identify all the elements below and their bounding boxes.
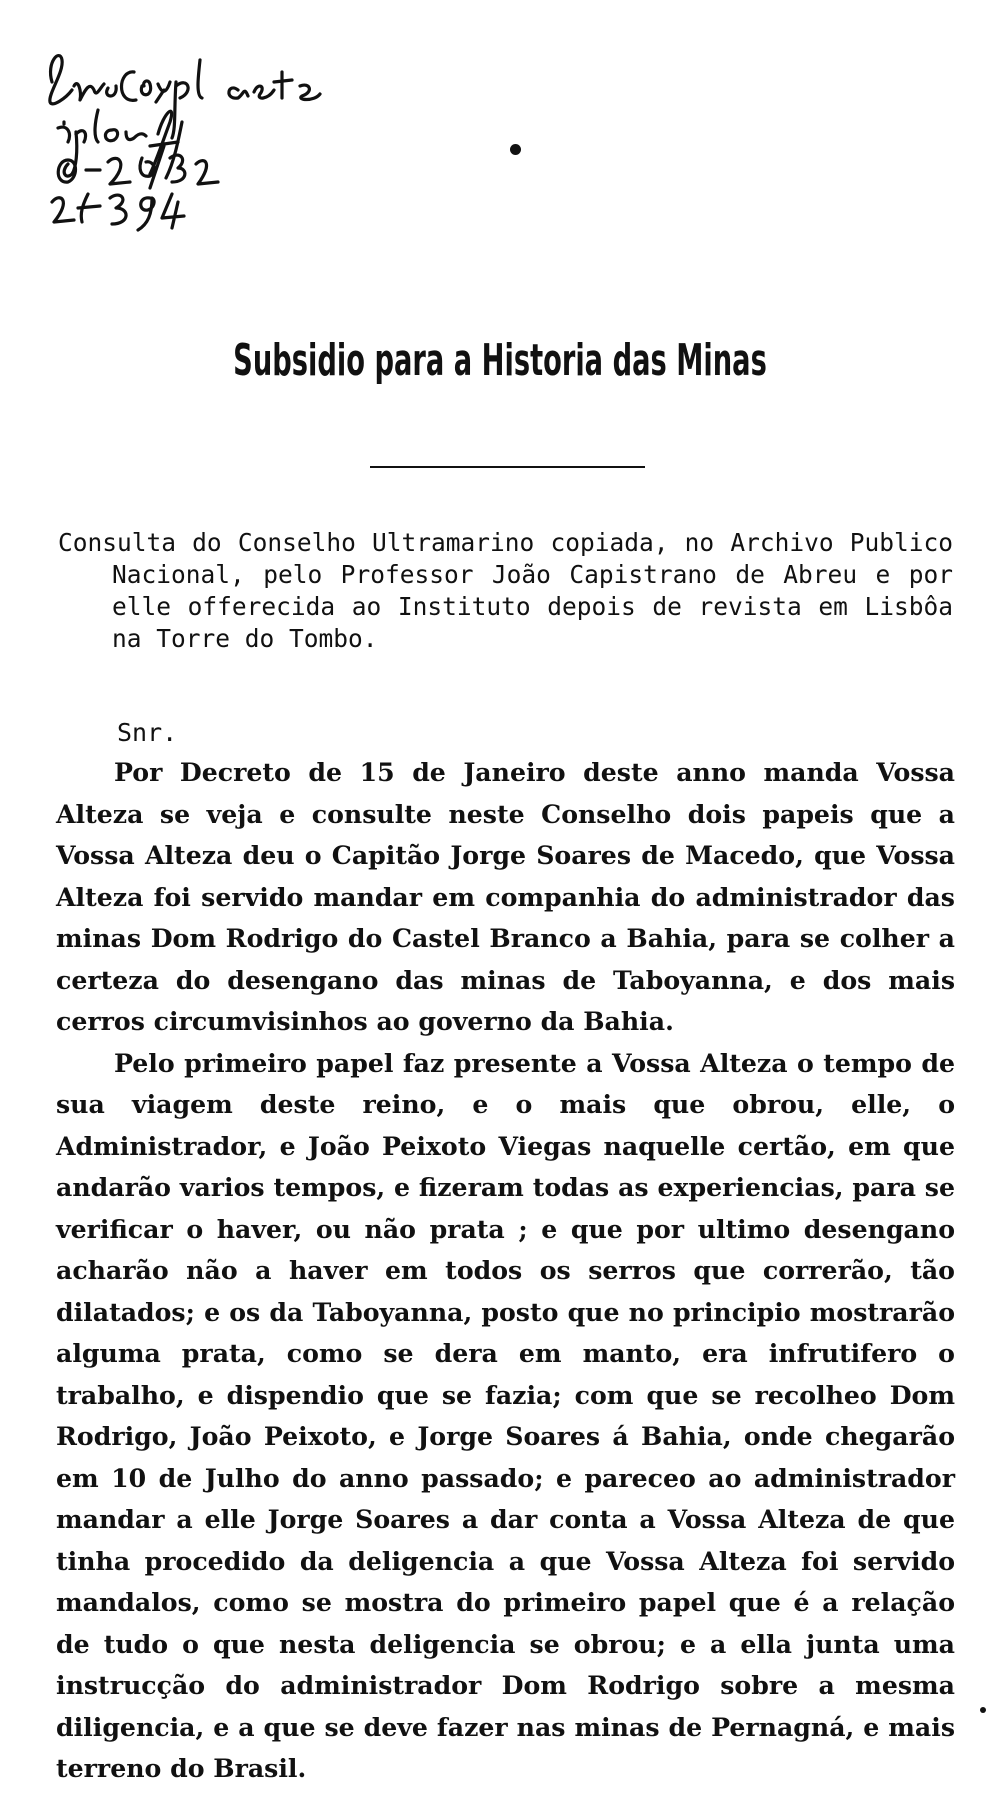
body-paragraph-1: Por Decreto de 15 de Janeiro deste anno manda Vossa Alteza se veja e consulte neste Conselho dois papeis que a Vossa Alteza deu o Capitão Jorge Soares de Macedo, que Vossa Alteza foi servido mandar em companhia do administrador das minas Dom Rodrigo do Castel Branco a Bahia, para se colher a certeza do desengano das minas de Taboyanna, e dos mais cerros circumvisinhos ao governo da Bahia. bbox=[56, 757, 955, 1036]
intro-note bbox=[58, 527, 953, 655]
ink-dot-margin bbox=[980, 1707, 986, 1713]
handwritten-annotation bbox=[38, 42, 378, 232]
title-rule-divider bbox=[370, 466, 645, 468]
page-title: Subsidio para a Historia das Minas bbox=[233, 335, 767, 386]
handwriting-drawing bbox=[38, 42, 378, 232]
document-body bbox=[56, 752, 955, 1790]
intro-paragraph: Consulta do Conselho Ultramarino copiada, no Archivo Publico Nacional, pelo Professor João Capistrano de Abreu e por elle offerecida ao Instituto depois de revista em Lisbôa na Torre do Tombo. bbox=[58, 528, 953, 653]
body-paragraph-2: Pelo primeiro papel faz presente a Vossa Alteza o tempo de sua viagem deste reino, e o mais que obrou, elle, o Administrador, e João Peixoto Viegas naquelle certão, em que andarão varios tempos, e fizeram todas as experiencias, para se verificar o haver, ou não prata ; e que por ultimo desengano acharão não a haver em todos os serros que correrão, tão dilatados; e os da Taboyanna, posto que no principio mostrarão alguma prata, como se dera em manto, era infrutifero o trabalho, e dispendio que se fazia; com que se recolheo Dom Rodrigo, João Peixoto, e Jorge Soares á Bahia, onde chegarão em 10 de Julho do anno passado; e pareceo ao administrador mandar a elle Jorge Soares a dar conta a Vossa Alteza de que tinha procedido da deligencia a que Vossa Alteza foi servido mandalos, como se mostra do primeiro papel que é a relação de tudo o que nesta deligencia se obrou; e a ella junta uma instrucção do administrador Dom Rodrigo sobre a mesma diligencia, e a que se deve fazer nas minas de Pernagná, e mais terreno do Brasil. bbox=[56, 1047, 955, 1783]
salutation: Snr. bbox=[117, 718, 178, 747]
ink-dot bbox=[510, 144, 521, 155]
